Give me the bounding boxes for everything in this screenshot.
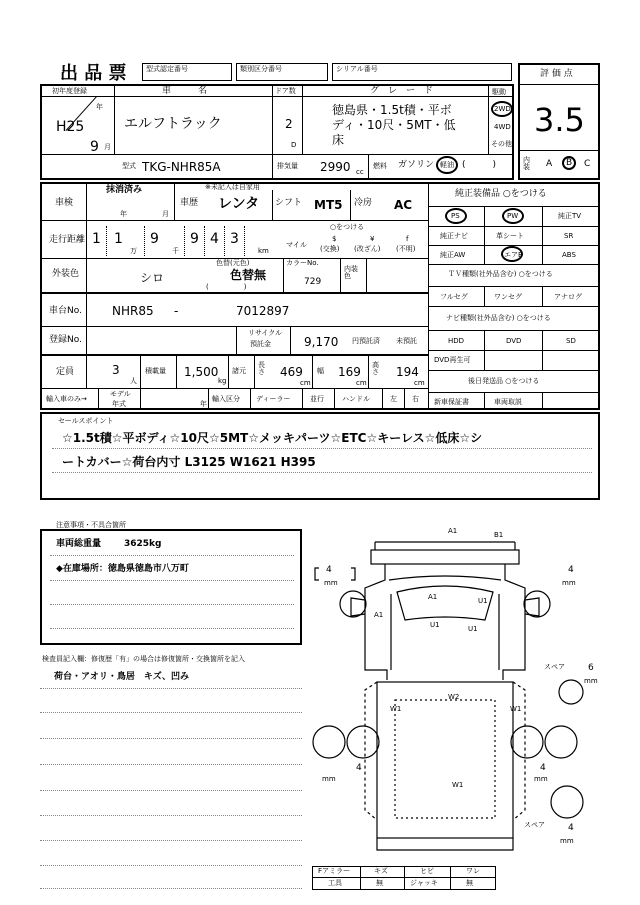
- history-label: 車歴: [180, 198, 199, 208]
- tire-rl-mm: mm: [322, 775, 336, 783]
- spare1-label: スペア: [544, 663, 565, 671]
- recycle-value: 9,170: [304, 335, 339, 349]
- recycle-not-deposited: 未預託: [396, 337, 417, 345]
- registration-label: 登録No.: [49, 335, 82, 345]
- tire-fr-depth: 4: [568, 565, 574, 575]
- legend-value-2: ジャッキ: [410, 879, 438, 887]
- sales-point-line1: ☆1.5t積☆平ボディ☆10尺☆5MT☆メッキパーツ☆ETC☆キーレス☆低床☆シ: [62, 431, 483, 445]
- odo-opt2: ¥: [370, 235, 375, 243]
- month-mark: 月: [104, 143, 111, 151]
- after-manual: 車両取説: [494, 398, 522, 406]
- grade-label: グ レ ー ド: [370, 86, 434, 96]
- color-no-value: 729: [304, 277, 322, 287]
- shaken-year-unit: 年: [120, 210, 127, 218]
- mark-front-a1: A1: [448, 527, 458, 535]
- equip-aw: 純正AW: [440, 251, 466, 259]
- mileage-digit-1: 1: [92, 231, 101, 247]
- shaken-month-unit: 月: [162, 210, 169, 218]
- grade-line1: 徳島県・1.5t積・平ボ: [332, 103, 452, 117]
- model-cert-label: 型式認定番号: [146, 65, 188, 73]
- width-unit: cm: [356, 379, 367, 387]
- doors-value: 2: [285, 117, 293, 131]
- model-year-label1: モデル: [110, 390, 131, 398]
- repaint-value: 色替無: [230, 268, 267, 282]
- year-mark: 年: [96, 103, 103, 111]
- repaint-paren: ( ): [206, 283, 247, 291]
- odo-opt2-sub: (改ざん): [354, 245, 381, 253]
- mark-left-a1: A1: [374, 611, 384, 619]
- score-value: 3.5: [534, 101, 585, 139]
- sales-point-label: セールスポイント: [58, 417, 114, 425]
- tv-title: ＴＶ種類(社外品含む) ○をつける: [448, 270, 553, 278]
- after-warranty: 新車保証書: [434, 398, 469, 406]
- tire-fl-mm: mm: [324, 579, 338, 587]
- drive-other: その他: [491, 140, 512, 148]
- spare2-depth: 4: [568, 823, 574, 833]
- shift-label: シフト: [275, 198, 303, 208]
- car-name-label: 車 名: [162, 86, 208, 96]
- navi-title: ナビ種類(社外品含む) ○をつける: [446, 314, 551, 322]
- import-dealer: ディーラー: [256, 395, 291, 403]
- grade-line2: ディ・10尺・5MT・低: [332, 118, 456, 132]
- mileage-sen: 千: [172, 247, 179, 255]
- navi-sd: SD: [566, 337, 576, 345]
- odo-opt3-sub: (不明): [396, 245, 416, 253]
- interior-grade-b: B: [566, 158, 573, 168]
- odo-opt1: $: [332, 235, 337, 243]
- displacement-label: 排気量: [277, 162, 298, 170]
- interior-grade-c: C: [584, 159, 591, 169]
- mileage-km: km: [258, 247, 269, 255]
- legend-header-1: Fアミラー: [318, 867, 351, 875]
- inspector-label: 検査員記入欄：修復歴「有」の場合は修復箇所・交換箇所を記入: [42, 655, 245, 663]
- import-class-label: 輸入区分: [212, 395, 240, 403]
- spare1-depth: 6: [588, 663, 594, 673]
- equip-ps: PS: [451, 212, 460, 220]
- equip-abs: ABS: [562, 251, 576, 259]
- interior-grade-a: A: [546, 159, 553, 169]
- displacement-value: 2990: [320, 160, 351, 174]
- len-unit: cm: [300, 379, 311, 387]
- tire-fl-depth: 4: [326, 565, 332, 575]
- handle-label: ハンドル: [342, 395, 370, 403]
- model-year-unit: 年: [200, 400, 207, 408]
- legend-row-label: 工具: [328, 879, 342, 887]
- stock-location: ◆在庫場所：徳島県徳島市八万町: [56, 564, 189, 574]
- mileage-digit-6: 3: [230, 231, 239, 247]
- tv-fullseg: フルセグ: [440, 293, 468, 301]
- equip-sr: SR: [564, 232, 574, 240]
- equip-navi: 純正ナビ: [440, 232, 468, 240]
- serial-label: シリアル番号: [336, 65, 378, 73]
- notes-label: 注意事項・不具合箇所: [56, 521, 126, 529]
- grade-line3: 床: [332, 133, 345, 147]
- odo-opt1-sub: (交換): [320, 245, 340, 253]
- mileage-digit-2: 1: [114, 231, 123, 247]
- handle-right: 右: [412, 395, 419, 403]
- height-unit: cm: [414, 379, 425, 387]
- tire-rr-depth: 4: [540, 763, 546, 773]
- doors-d: D: [291, 141, 297, 149]
- shaken-value: 抹消済み: [106, 185, 143, 195]
- after-title: 後日発送品 ○をつける: [468, 377, 540, 385]
- tire-rl-depth: 4: [356, 763, 362, 773]
- import-label: 輸入車のみ→: [46, 395, 87, 403]
- recycle-deposited: 円預託済: [352, 337, 380, 345]
- equip-pw: PW: [507, 212, 519, 220]
- height-label: 高さ: [372, 361, 379, 376]
- first-reg-month: 9: [90, 139, 99, 155]
- mileage-digit-5: 4: [210, 231, 219, 247]
- width-value: 169: [338, 365, 361, 379]
- model-value: TKG-NHR85A: [142, 160, 221, 174]
- spare1-mm: mm: [584, 677, 598, 685]
- drive-2wd: 2WD: [494, 105, 511, 113]
- handle-left: 左: [390, 395, 397, 403]
- fuel-other: ( ): [462, 160, 497, 170]
- cc-unit: cc: [356, 168, 364, 176]
- form-title: 出 品 票: [60, 63, 127, 84]
- cool-value: AC: [394, 198, 413, 212]
- len-value: 469: [280, 365, 303, 379]
- legend-header-3: ヒビ: [420, 867, 434, 875]
- category-label: 類別区分番号: [240, 65, 282, 73]
- fuel-gasoline: ガソリン: [398, 160, 435, 170]
- gvw-value: 3625kg: [124, 539, 162, 549]
- legend-header-4: ワレ: [466, 867, 480, 875]
- equip-tv: 純正TV: [558, 212, 582, 220]
- mark-cab-u1: U1: [430, 621, 440, 629]
- mark-rear-w1: W1: [452, 781, 464, 789]
- mark-deck-left-w1: W1: [390, 705, 402, 713]
- doors-label: ドア数: [275, 87, 296, 95]
- repaint-label: 色替(元色): [216, 259, 250, 267]
- model-year-label2: 年式: [112, 400, 126, 408]
- model-label: 型式: [122, 162, 136, 170]
- interior-color-label: 内装色: [344, 265, 358, 280]
- recycle-label2: 預託金: [250, 340, 271, 348]
- equipment-title: 純正装備品 ○をつける: [455, 189, 547, 199]
- chassis-prefix: NHR85: [112, 304, 154, 318]
- load-value: 1,500: [184, 365, 219, 379]
- inspector-comment: 荷台・アオリ・鳥居 キズ、凹み: [54, 672, 190, 682]
- tv-oneseg: ワンセグ: [494, 293, 522, 301]
- shaken-label: 車検: [55, 198, 74, 208]
- shift-value: MT5: [314, 198, 343, 212]
- chassis-label: 車台No.: [49, 306, 82, 316]
- meter-mile-label: マイル: [286, 241, 307, 249]
- seats-label: 定員: [56, 367, 75, 377]
- gvw-label: 車両総重量: [56, 539, 102, 549]
- mark-deck-w2: W2: [448, 693, 460, 701]
- circle-note: ○をつける: [330, 223, 365, 231]
- tire-rr-mm: mm: [534, 775, 548, 783]
- spare2-mm: mm: [560, 837, 574, 845]
- sales-point-line2: ートカバー☆荷台内寸 L3125 W1621 H395: [62, 455, 316, 469]
- tire-fr-mm: mm: [562, 579, 576, 587]
- recycle-label1: リサイクル: [248, 329, 283, 337]
- first-reg-year: H25: [56, 119, 85, 135]
- mark-right-u1: U1: [468, 625, 478, 633]
- exterior-label: 外装色: [52, 269, 80, 279]
- load-label: 積載量: [145, 367, 166, 375]
- navi-dvd: DVD: [506, 337, 522, 345]
- odo-opt3: f: [406, 235, 409, 243]
- interior-grade-label: 内装: [523, 156, 530, 171]
- tv-analog: アナログ: [554, 293, 582, 301]
- equip-airbag: エアB: [504, 251, 523, 259]
- width-label: 幅: [317, 367, 324, 375]
- mileage-digit-4: 9: [190, 231, 199, 247]
- mark-deck-right-w1: W1: [510, 705, 522, 713]
- dvd-play-label: DVD再生可: [434, 356, 471, 364]
- mark-glass-u1: U1: [478, 597, 488, 605]
- car-name: エルフトラック: [124, 116, 222, 132]
- mark-front-b1: B1: [494, 531, 504, 539]
- legend-value-1: 無: [376, 879, 383, 887]
- cool-label: 冷房: [354, 198, 373, 208]
- first-reg-label: 初年度登録: [52, 87, 87, 95]
- seats-value: 3: [112, 363, 120, 377]
- truck-damage-diagram: [305, 520, 605, 860]
- mileage-digit-3: 9: [150, 231, 159, 247]
- spare2-label: スペア: [524, 821, 545, 829]
- unregistered-note: ※未記入は自家用: [205, 183, 260, 191]
- mileage-label: 走行距離: [49, 235, 86, 245]
- equip-leather: 革シート: [496, 232, 524, 240]
- fuel-diesel: 軽油: [440, 161, 454, 169]
- height-value: 194: [396, 365, 419, 379]
- score-label: 評 価 点: [540, 69, 573, 79]
- mark-glass-a1: A1: [428, 593, 438, 601]
- color-no-label: カラーNo.: [286, 259, 319, 267]
- dims-label: 諸元: [232, 367, 246, 375]
- load-unit: kg: [218, 377, 227, 385]
- history-value: レンタ: [218, 196, 260, 212]
- chassis-number: 7012897: [236, 304, 290, 318]
- mileage-man: 万: [130, 247, 137, 255]
- drive-label: 駆動: [492, 88, 506, 96]
- navi-hdd: HDD: [448, 337, 465, 345]
- chassis-dash: -: [174, 304, 179, 318]
- fuel-label: 燃料: [373, 162, 387, 170]
- legend-value-3: 無: [466, 879, 473, 887]
- drive-4wd: 4WD: [494, 123, 511, 131]
- len-label: 長さ: [258, 361, 265, 376]
- import-parallel: 並行: [310, 395, 324, 403]
- seats-unit: 人: [130, 377, 137, 385]
- exterior-value: シロ: [140, 271, 165, 285]
- legend-header-2: キズ: [374, 867, 388, 875]
